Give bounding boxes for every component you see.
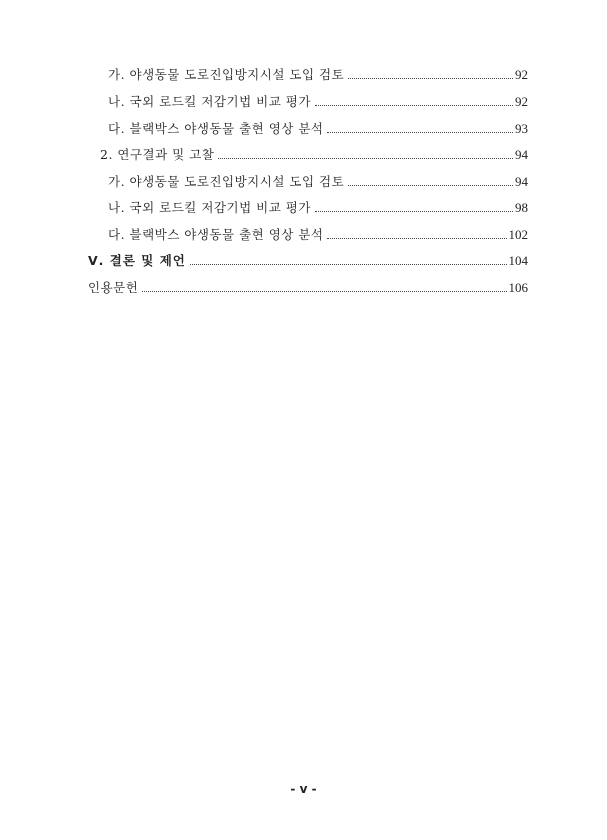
toc-entry[interactable] bbox=[108, 226, 528, 244]
toc-entry-title: 나. 국외 로드킬 저감기법 비교 평가 bbox=[108, 200, 311, 215]
dot-leader bbox=[218, 158, 513, 159]
dot-leader bbox=[348, 78, 513, 79]
toc-entry[interactable] bbox=[108, 173, 528, 191]
toc-entry-title: 2. 연구결과 및 고찰 bbox=[100, 147, 215, 162]
toc-entry-page: 94 bbox=[515, 147, 528, 162]
toc-entry[interactable] bbox=[108, 93, 528, 111]
toc-entry[interactable] bbox=[88, 279, 528, 297]
toc-entry-page: 94 bbox=[515, 174, 528, 189]
toc-entry-page: 92 bbox=[515, 67, 528, 82]
toc-entry-title: 가. 야생동물 도로진입방지시설 도입 검토 bbox=[108, 174, 345, 189]
toc-entry-page: 98 bbox=[515, 200, 528, 215]
dot-leader bbox=[315, 105, 513, 106]
dot-leader bbox=[142, 291, 506, 292]
toc-entry-page: 93 bbox=[515, 121, 528, 136]
toc-entry-page: 92 bbox=[515, 94, 528, 109]
toc-entry-title: 다. 블랙박스 야생동물 출현 영상 분석 bbox=[108, 227, 324, 242]
toc-entry[interactable] bbox=[108, 120, 528, 138]
toc-chapter-entry[interactable] bbox=[88, 252, 528, 270]
toc-entry-page: 104 bbox=[508, 253, 528, 268]
toc-entry[interactable] bbox=[100, 146, 528, 164]
dot-leader bbox=[190, 264, 507, 265]
toc-entry-title: Ⅴ. 결론 및 제언 bbox=[88, 253, 186, 268]
dot-leader bbox=[315, 211, 513, 212]
toc-entry[interactable] bbox=[108, 199, 528, 217]
toc-entry-title: 다. 블랙박스 야생동물 출현 영상 분석 bbox=[108, 121, 324, 136]
toc-entry-title: 인용문헌 bbox=[88, 280, 139, 295]
toc-entry-page: 106 bbox=[508, 280, 528, 295]
page-number: - v - bbox=[290, 782, 317, 796]
toc-entry-title: 가. 야생동물 도로진입방지시설 도입 검토 bbox=[108, 67, 345, 82]
dot-leader bbox=[327, 132, 513, 133]
toc-entry-page: 102 bbox=[508, 227, 528, 242]
toc-entry[interactable] bbox=[108, 66, 528, 84]
toc-entry-title: 나. 국외 로드킬 저감기법 비교 평가 bbox=[108, 94, 311, 109]
dot-leader bbox=[348, 185, 513, 186]
dot-leader bbox=[327, 238, 506, 239]
